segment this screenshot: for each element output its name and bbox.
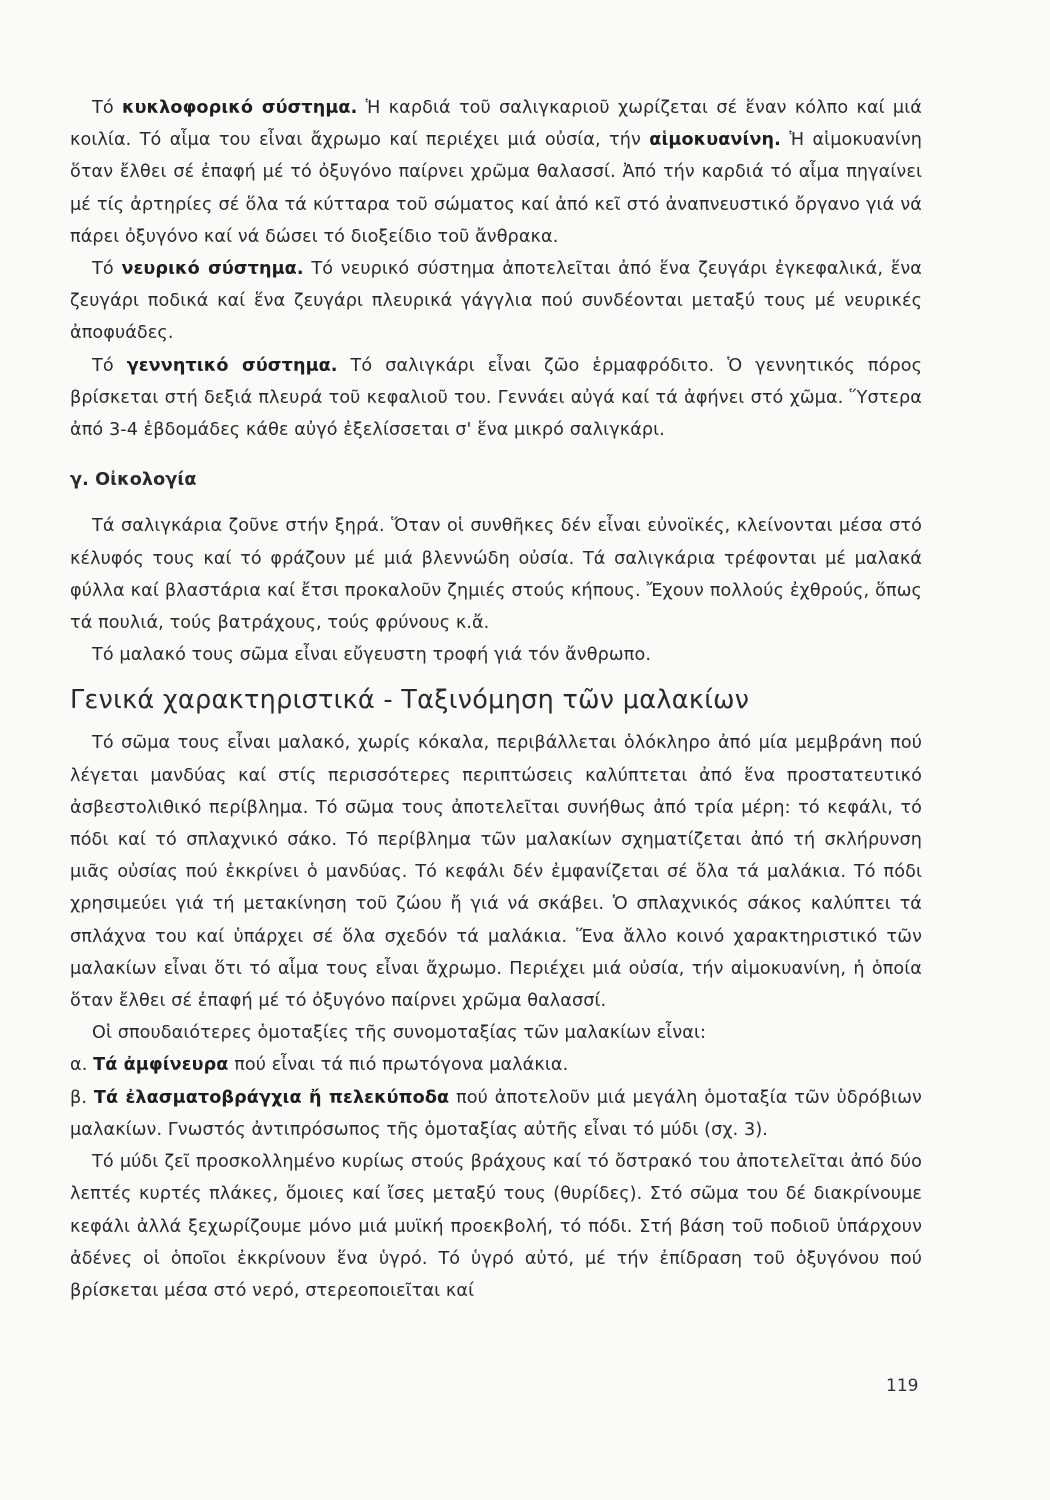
list-item-b xyxy=(70,1082,922,1146)
paragraph-reproductive-system xyxy=(70,350,922,447)
paragraph-classes-intro: Οἱ σπουδαιότερες ὁμοταξίες τῆς συνομοταξίας τῶν μαλακίων εἶναι: xyxy=(92,1023,707,1044)
paragraph-ecology-1: Τά σαλιγκάρια ζοῦνε στήν ξηρά. Ὅταν οἱ συνθῆκες δέν εἶναι εὐνοϊκές, κλείνονται μέσα στό κέλυφός τους καί τό φράζουν μέ μιά βλεννώδη οὐσία. Τά σαλιγκάρια τρέφονται μέ μαλακά φύλλα καί βλαστάρια καί ἔτσι προκαλοῦν ζημιές στούς κήπους. Ἔχουν πολλούς ἐχθρούς, ὅπως τά πουλιά, τούς βατράχους, τούς φρύνους κ.ἄ. xyxy=(70,516,922,634)
section-title: Γενικά χαρακτηριστικά - Ταξινόμηση τῶν μαλακίων xyxy=(70,685,750,716)
text-run: πού ἀποτελοῦν μιά μεγάλη ὁμοταξία τῶν ὑδρόβιων μαλακίων. Γνωστός ἀντιπρόσωπος τῆς ὁμοταξίας αὐτῆς εἶναι τό μύδι (σχ. 3). xyxy=(70,1087,922,1140)
paragraph-nervous-system xyxy=(70,253,922,350)
text-run: Ἡ καρδιά τοῦ σαλιγκαριοῦ χωρίζεται σέ ἕναν κόλπο καί μιά κοιλία. Τό αἷμα του εἶναι ἄχρωμο καί περιέχει μιά οὐσία, τήν xyxy=(70,98,922,151)
term-amphineura: Τά ἀμφίνευρα xyxy=(93,1055,229,1076)
page-number: 119 xyxy=(886,1376,919,1396)
text-run: Τό νευρικό σύστημα ἀποτελεῖται ἀπό ἕνα ζευγάρι ἐγκεφαλικά, ἕνα ζευγάρι ποδικά καί ἕνα ζευγάρι πλευρικά γάγγλια πού συνδέονται μεταξύ τους μέ νευρικές ἀποφυάδες. xyxy=(70,259,922,344)
text-lead: Τό xyxy=(92,259,114,280)
page-body xyxy=(70,92,922,1307)
ecology-heading: γ. Οἰκολογία xyxy=(70,470,197,491)
paragraph-circulatory-system xyxy=(70,92,922,253)
term-lamellibranchia: Τά ἐλασματοβράγχια ἤ πελεκύποδα xyxy=(93,1087,450,1108)
list-item-a xyxy=(70,1049,922,1081)
list-marker: α. xyxy=(70,1055,88,1076)
term-nervous-system: νευρικό σύστημα. xyxy=(121,259,304,280)
text-run: πού εἶναι τά πιό πρωτόγονα μαλάκια. xyxy=(228,1055,569,1076)
list-marker: β. xyxy=(70,1087,88,1108)
text-run: Ἡ αἱμοκυανίνη ὅταν ἔλθει σέ ἐπαφή μέ τό ὀξυγόνο παίρνει χρῶμα θαλασσί. Ἀπό τήν καρδιά τό αἷμα πηγαίνει μέ τίς ἀρτηρίες σέ ὅλα τά κύτταρα τοῦ σώματος καί ἀπό κεῖ στό ἀναπνευστικό ὄργανο γιά νά πάρει ὀξυγόνο καί νά δώσει τό διοξείδιο τοῦ ἄνθρακα. xyxy=(70,130,922,247)
paragraph-general-characteristics: Τό σῶμα τους εἶναι μαλακό, χωρίς κόκαλα, περιβάλλεται ὁλόκληρο ἀπό μία μεμβράνη πού λέγεται μανδύας καί στίς περισσότερες περιπτώσεις καλύπτεται ἀπό ἕνα προστατευτικό ἀσβεστολιθικό περίβλημα. Τό σῶμα τους ἀποτελεῖται συνήθως ἀπό τρία μέρη: τό κεφάλι, τό πόδι καί τό σπλαχνικό σάκο. Τό περίβλημα τῶν μαλακίων σχηματίζεται ἀπό τή σκλήρυνση μιᾶς οὐσίας πού ἐκκρίνει ὁ μανδύας. Τό κεφάλι δέν ἐμφανίζεται σέ ὅλα τά μαλάκια. Τό πόδι χρησιμεύει γιά τή μετακίνηση τοῦ ζώου ἤ γιά νά σκάβει. Ὁ σπλαχνικός σάκος καλύπτει τά σπλάχνα του καί ὑπάρχει σέ ὅλα σχεδόν τά μαλάκια. Ἕνα ἄλλο κοινό χαρακτηριστικό τῶν μαλακίων εἶναι ὅτι τό αἷμα τους εἶναι ἄχρωμο. Περιέχει μιά οὐσία, τήν αἱμοκυανίνη, ἡ ὁποία ὅταν ἔλθει σέ ἐπαφή μέ τό ὀξυγόνο παίρνει χρῶμα θαλασσί. xyxy=(70,733,922,1012)
text-lead: Τό xyxy=(92,98,114,118)
text-lead: Τό xyxy=(92,355,114,376)
term-hemocyanin: αἱμοκυανίνη. xyxy=(649,130,781,151)
term-circulatory-system: κυκλοφορικό σύστημα. xyxy=(121,98,358,118)
paragraph-ecology-2: Τό μαλακό τους σῶμα εἶναι εὔγευστη τροφή γιά τόν ἄνθρωπο. xyxy=(92,645,652,666)
paragraph-mussel: Τό μύδι ζεῖ προσκολλημένο κυρίως στούς βράχους καί τό ὄστρακό του ἀποτελεῖται ἀπό δύο λεπτές κυρτές πλάκες, ὅμοιες καί ἴσες μεταξύ τους (θυρίδες). Στό σῶμα του δέ διακρίνουμε κεφάλι ἀλλά ξεχωρίζουμε μόνο μιά μυϊκή προεκβολή, τό πόδι. Στή βάση τοῦ ποδιοῦ ὑπάρχουν ἀδένες οἱ ὁποῖοι ἐκκρίνουν ἕνα ὑγρό. Τό ὑγρό αὐτό, μέ τήν ἐπίδραση τοῦ ὀξυγόνου πού βρίσκεται μέσα στό νερό, στερεοποιεῖται καί xyxy=(70,1152,922,1301)
term-reproductive-system: γεννητικό σύστημα. xyxy=(126,355,338,376)
text-run: Τό σαλιγκάρι εἶναι ζῶο ἑρμαφρόδιτο. Ὁ γεννητικός πόρος βρίσκεται στή δεξιά πλευρά τοῦ κεφαλιοῦ του. Γεννάει αὐγά καί τά ἀφήνει στό χῶμα. Ὕστερα ἀπό 3-4 ἑβδομάδες κάθε αὐγό ἐξελίσσεται σ' ἕνα μικρό σαλιγκάρι. xyxy=(70,355,922,441)
